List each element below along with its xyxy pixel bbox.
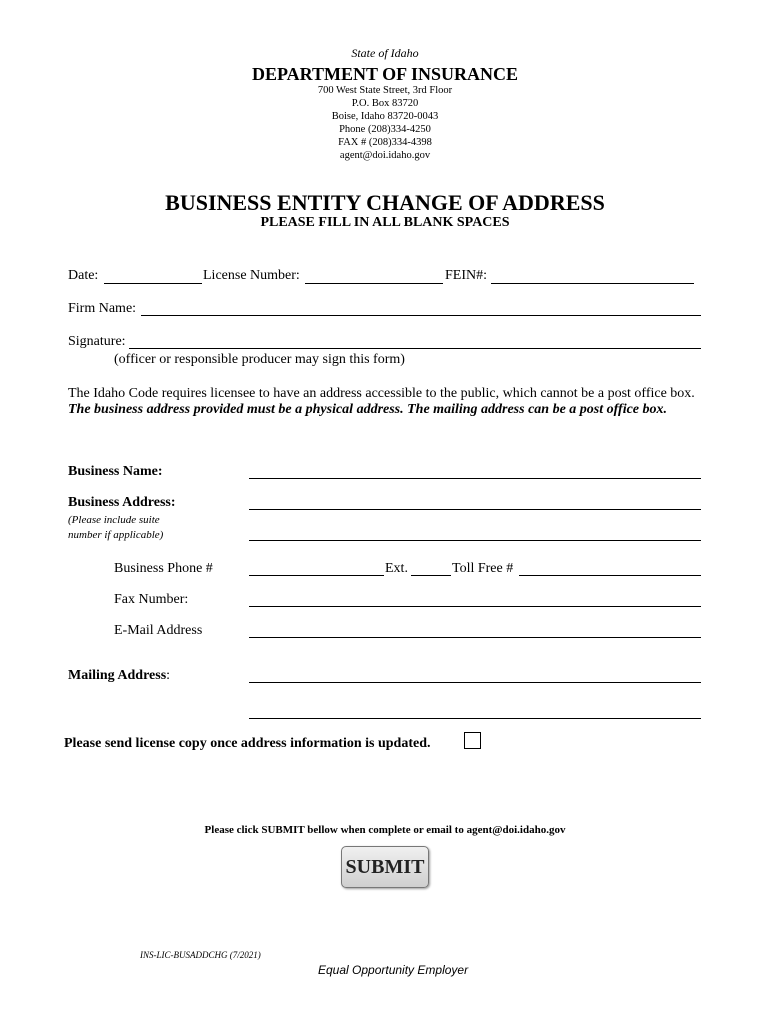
- submit-button[interactable]: SUBMIT: [341, 846, 429, 888]
- notice-emphasis: The business address provided must be a physical address. The mailing address can be a post office box.: [68, 402, 668, 417]
- mailing-address-colon: :: [166, 668, 171, 683]
- mailing-address-field-2[interactable]: [249, 718, 701, 719]
- license-number-label: License Number:: [203, 268, 300, 283]
- business-address-field-1[interactable]: [249, 509, 701, 510]
- equal-opportunity-employer: Equal Opportunity Employer: [318, 963, 469, 977]
- address-line: Boise, Idaho 83720-0043: [331, 111, 439, 122]
- firm-name-label: Firm Name:: [68, 301, 137, 316]
- public-address-notice: [68, 386, 708, 418]
- email-address-label: E-Mail Address: [114, 623, 203, 638]
- business-phone-field[interactable]: [249, 575, 384, 576]
- date-label: Date:: [68, 268, 99, 283]
- fein-label: FEIN#:: [445, 268, 487, 283]
- license-copy-label: Please send license copy once address information is updated.: [64, 736, 431, 751]
- address-line: Phone (208)334-4250: [339, 124, 431, 135]
- address-note-line: number if applicable): [68, 529, 164, 541]
- extension-label: Ext.: [385, 561, 408, 576]
- address-line: agent@doi.idaho.gov: [339, 150, 431, 161]
- mailing-address-label: [68, 668, 170, 684]
- signature-note: (officer or responsible producer may sign this form): [114, 352, 405, 367]
- fein-field[interactable]: [491, 283, 694, 284]
- state-label: State of Idaho: [351, 46, 419, 60]
- business-address-label: Business Address:: [68, 495, 176, 510]
- toll-free-field[interactable]: [519, 575, 701, 576]
- date-field[interactable]: [104, 283, 202, 284]
- license-copy-checkbox[interactable]: [464, 732, 481, 749]
- form-id: INS-LIC-BUSADDCHG (7/2021): [140, 950, 261, 960]
- email-address-field[interactable]: [249, 637, 701, 638]
- notice-text: The Idaho Code requires licensee to have an address accessible to the public, which cannot be a post office box.: [68, 386, 695, 401]
- firm-name-field[interactable]: [141, 315, 701, 316]
- address-note-line: (Please include suite: [68, 514, 160, 526]
- signature-field[interactable]: [129, 348, 701, 349]
- license-number-field[interactable]: [305, 283, 443, 284]
- business-name-field[interactable]: [249, 478, 701, 479]
- mailing-address-field-1[interactable]: [249, 682, 701, 683]
- signature-label: Signature:: [68, 334, 126, 349]
- fax-number-field[interactable]: [249, 606, 701, 607]
- submit-instruction: Please click SUBMIT bellow when complete or email to agent@doi.idaho.gov: [204, 824, 566, 836]
- department-address: [0, 84, 770, 162]
- department-name: DEPARTMENT OF INSURANCE: [251, 64, 519, 84]
- business-name-label: Business Name:: [68, 464, 163, 479]
- extension-field[interactable]: [411, 575, 451, 576]
- business-address-note: [68, 513, 163, 543]
- form-title: BUSINESS ENTITY CHANGE OF ADDRESS: [165, 190, 605, 215]
- business-address-field-2[interactable]: [249, 540, 701, 541]
- address-line: FAX # (208)334-4398: [338, 137, 432, 148]
- address-line: P.O. Box 83720: [351, 98, 419, 109]
- form-subtitle: PLEASE FILL IN ALL BLANK SPACES: [260, 215, 510, 230]
- address-line: 700 West State Street, 3rd Floor: [317, 85, 453, 96]
- business-phone-label: Business Phone #: [114, 561, 213, 576]
- mailing-address-text: Mailing Address: [68, 668, 167, 683]
- toll-free-label: Toll Free #: [452, 561, 514, 576]
- fax-number-label: Fax Number:: [114, 592, 189, 607]
